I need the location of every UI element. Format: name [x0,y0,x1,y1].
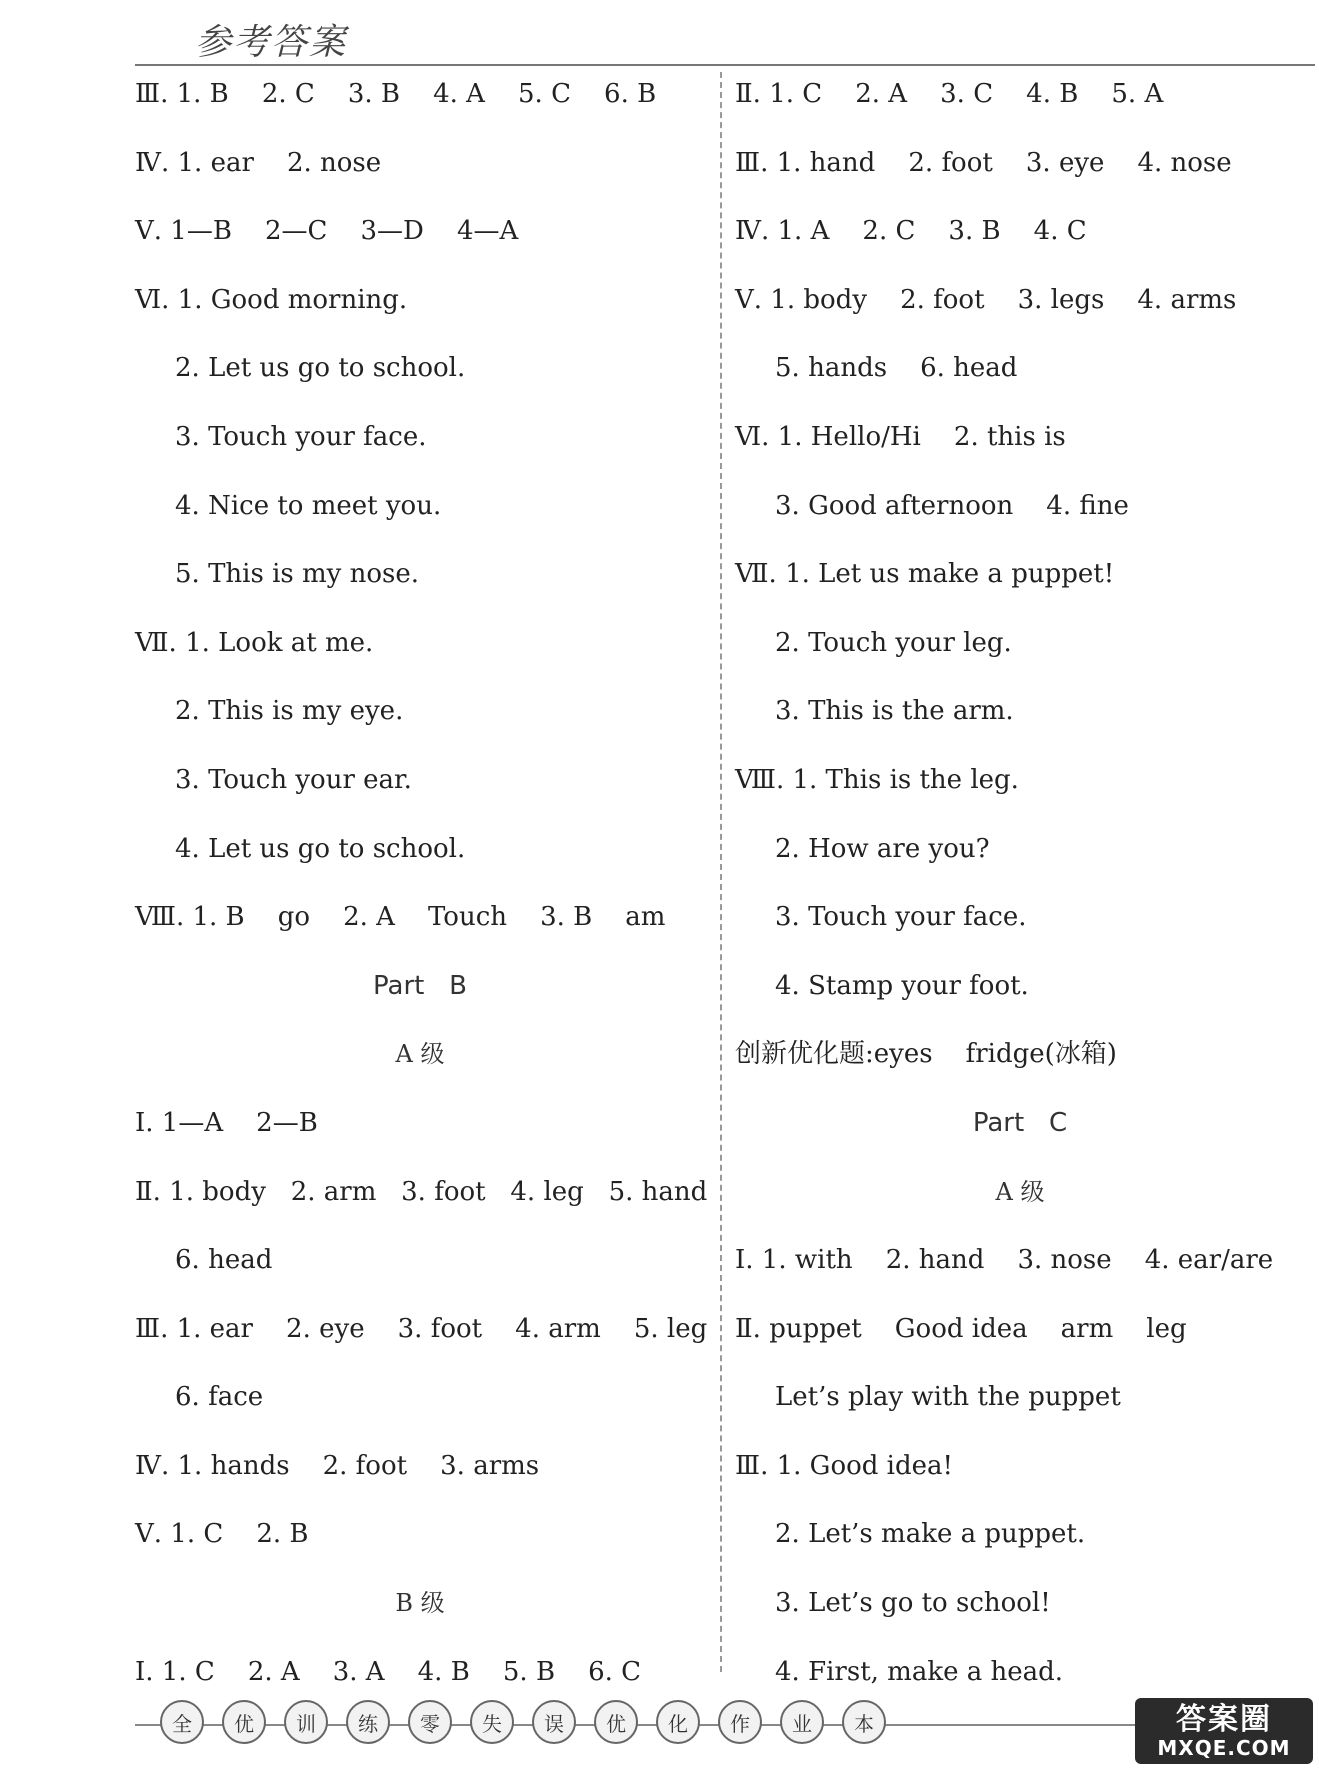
footer-char: 优 [594,1700,638,1744]
right-answer-column [735,60,1305,1706]
footer-char: 全 [160,1700,204,1744]
footer-char: 化 [656,1700,700,1744]
footer-char: 作 [718,1700,762,1744]
column-divider [720,72,722,1672]
level-heading: B 级 [395,1589,445,1618]
footer-char: 误 [532,1700,576,1744]
answer-line: Ⅴ. 1. body 2. foot 3. legs 4. arms [735,284,1237,315]
site-watermark-logo [1135,1698,1313,1764]
answer-line: Ⅲ. 1. ear 2. eye 3. foot 4. arm 5. leg [135,1313,708,1344]
answer-line: 3. Let’s go to school! [775,1588,1051,1619]
answer-line: Ⅰ. 1. with 2. hand 3. nose 4. ear/are [735,1245,1274,1276]
answer-line: 6. face [175,1382,264,1413]
answer-line: 3. Good afternoon 4. fine [775,490,1129,521]
footer-char: 失 [470,1700,514,1744]
answer-line: 2. Touch your leg. [775,627,1012,658]
watermark-text-top: 答案圈 [1176,1702,1272,1737]
footer-char: 训 [284,1700,328,1744]
answer-line: 5. hands 6. head [775,353,1018,384]
answer-line: 5. This is my nose. [175,559,420,590]
answer-line: Ⅲ. 1. hand 2. foot 3. eye 4. nose [735,147,1232,178]
footer-char: 练 [346,1700,390,1744]
answer-line: 3. Touch your face. [175,421,427,452]
answer-line: Ⅲ. 1. Good idea! [735,1450,953,1481]
answer-line: Ⅱ. 1. body 2. arm 3. foot 4. leg 5. hand [135,1176,708,1207]
answer-line: 2. Let us go to school. [175,353,466,384]
section-heading: Part B [373,970,467,1001]
answer-line: Ⅱ. puppet Good idea arm leg [735,1313,1187,1344]
footer-char: 优 [222,1700,266,1744]
answer-line: Ⅶ. 1. Look at me. [135,627,374,658]
answer-line: Ⅷ. 1. B go 2. A Touch 3. B am [135,902,666,933]
answer-line: 3. Touch your ear. [175,764,412,795]
answer-line: Ⅵ. 1. Hello/Hi 2. this is [735,421,1066,452]
answer-line: Ⅴ. 1. C 2. B [135,1519,309,1550]
page-title: 参考答案 [195,22,348,63]
answer-line: 创新优化题:eyes fridge(冰箱) [735,1039,1117,1070]
answer-line: 6. head [175,1245,273,1276]
answer-line: Ⅳ. 1. A 2. C 3. B 4. C [735,216,1087,247]
answer-line: 2. This is my eye. [175,696,404,727]
left-answer-column [135,60,708,1706]
section-heading: Part C [972,1107,1068,1138]
answer-line: Let’s play with the puppet [775,1382,1121,1413]
answer-line: 3. Touch your face. [775,902,1027,933]
answer-line: Ⅳ. 1. hands 2. foot 3. arms [135,1450,540,1481]
answer-line: Ⅶ. 1. Let us make a puppet! [735,559,1115,590]
answer-line: Ⅴ. 1—B 2—C 3—D 4—A [135,216,519,247]
answer-line: Ⅰ. 1—A 2—B [135,1107,318,1138]
footer-char: 零 [408,1700,452,1744]
answer-line: Ⅳ. 1. ear 2. nose [135,147,382,178]
footer-char: 业 [780,1700,824,1744]
answer-line: 4. First, make a head. [775,1656,1064,1687]
footer-char: 本 [842,1700,886,1744]
answer-line: Ⅷ. 1. This is the leg. [735,764,1019,795]
answer-line: Ⅵ. 1. Good morning. [135,284,408,315]
answer-line: 3. This is the arm. [775,696,1014,727]
footer-series-title [160,1700,886,1744]
answer-line: Ⅱ. 1. C 2. A 3. C 4. B 5. A [735,79,1164,109]
answer-line: Ⅲ. 1. B 2. C 3. B 4. A 5. C 6. B [135,79,657,109]
level-heading: A 级 [995,1177,1045,1206]
answer-line: Ⅰ. 1. C 2. A 3. A 4. B 5. B 6. C [135,1656,642,1687]
answer-line: 2. Let’s make a puppet. [775,1519,1086,1550]
answer-line: 2. How are you? [775,833,990,864]
watermark-text-bottom: MXQE.COM [1157,1736,1291,1760]
answer-line: 4. Nice to meet you. [175,490,442,521]
answer-line: 4. Stamp your foot. [775,970,1029,1001]
level-heading: A 级 [395,1040,445,1069]
answer-line: 4. Let us go to school. [175,833,466,864]
